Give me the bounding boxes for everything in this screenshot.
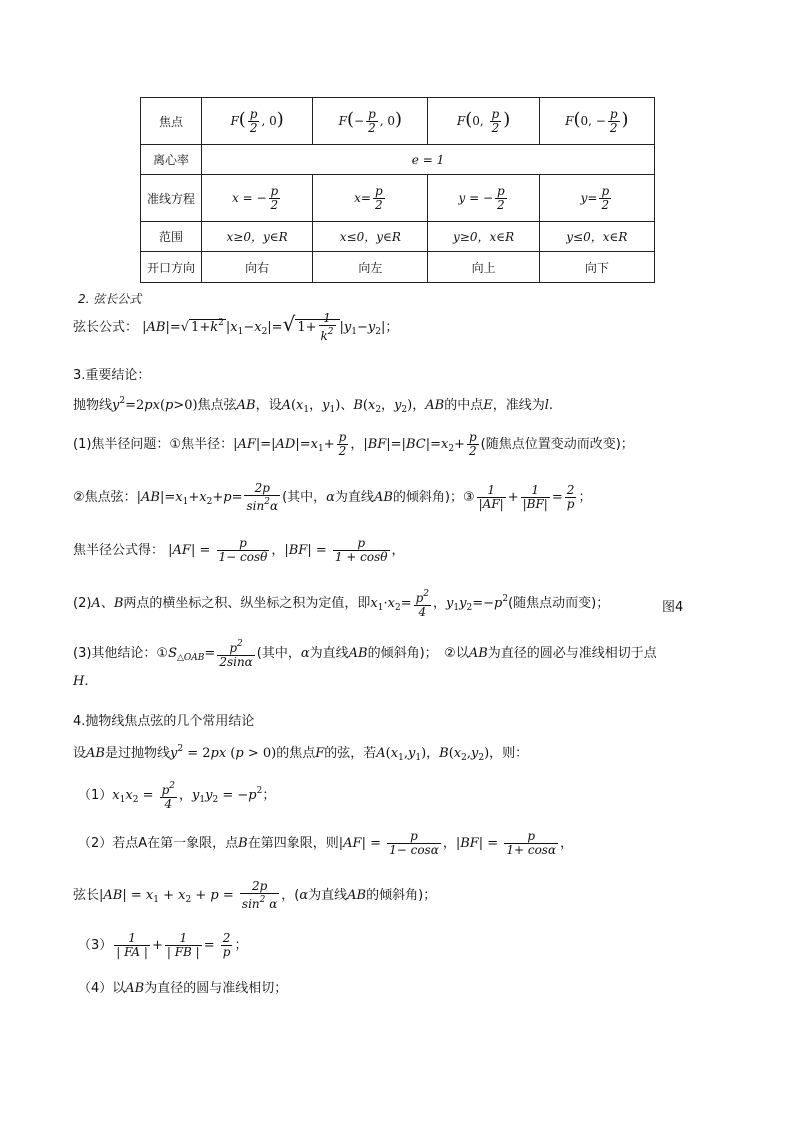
directrix-cell-up: y = − $\frac{p}{2}$	[428, 175, 539, 222]
product-item: (2)A、B两点的横坐标之积、纵坐标之积为定值，即$x_1\cdot x_2=$ $\frac{p^2}{4}$ ，$y_1y_2=-p^2$(随焦点动而变)；	[73, 589, 610, 619]
directrix-cell-left: x= $\frac{p}{2}$	[313, 175, 428, 222]
row-label-directrix: 准线方程	[141, 175, 202, 222]
section-3-heading: 3.重要结论：	[73, 368, 151, 383]
conclusion-4: （4）以AB为直径的圆与准线相切；	[78, 981, 288, 996]
parabola-properties-table	[140, 97, 655, 283]
table-row-eccentricity	[141, 145, 655, 175]
opening-cell-left: 向左	[313, 252, 428, 283]
focal-radius-item: (1)焦半径问题：①焦半径：$|AF|=|AD|=x_1+$ $\frac{p}{2}$ ，$|BF|=|BC|=x_2+$ $\frac{p}{2}$ (随焦点位置变动而改变)；	[73, 430, 634, 458]
focal-radius-label: 焦半径公式得：	[73, 543, 165, 558]
focal-chord-item: ②焦点弦：$|AB|=x_1+x_2+p=$ $\frac{2p}{\sin^2\alpha}$ (其中，α为直线AB的倾斜角)；③ $\frac{1}{|AF|}$ + $\frac{1}{|BF|}$ = $\frac{2}{p}$ ；	[73, 481, 592, 513]
section-3-intro: 抛物线$y^2=2px(p>0)$焦点弦AB，设$A(x_1$，$y_1$)、$B(x_2$，$y_2$)，AB的中点E，准线为l.	[73, 396, 554, 415]
row-label-eccentricity: 离心率	[141, 145, 202, 175]
range-cell-up: y≥0，x∈R	[428, 222, 539, 252]
range-cell-right: x≥0，y∈R	[202, 222, 313, 252]
eccentricity-value: e = 1	[202, 145, 655, 175]
row-label-focus: 焦点	[141, 98, 202, 145]
focus-cell-up: F(0, $\frac{p}{2}$ )	[428, 98, 539, 145]
range-cell-down: y≤0，x∈R	[539, 222, 654, 252]
chord-formula-label: 弦长公式：	[73, 320, 139, 335]
conclusion-1: $(1)x_1x_2$ = $\frac{p^2}{4}$ ，$y_1y_2 = -p^2$；	[78, 781, 276, 811]
table-row-range	[141, 222, 655, 252]
opening-cell-right: 向右	[202, 252, 313, 283]
chord-length-conclusion: 弦长$|AB| = x_1 + x_2 + p$ = $\frac{2p}{\sin^2 \alpha}$ ，(α为直线AB的倾斜角)；	[73, 879, 437, 911]
table-row-directrix	[141, 175, 655, 222]
focus-cell-left: F(− $\frac{p}{2}$ , 0)	[313, 98, 428, 145]
focal-radius-formula: 焦半径公式得： |AF| = $\frac{p}{1- \cos\theta}$ ，|BF| = $\frac{p}{1 + \cos\theta}$ ，	[73, 536, 405, 564]
conclusion-2: （2）若点A在第一象限，点B在第四象限，则|AF| = $\frac{p}{1- \cos\alpha}$ ，|BF| = $\frac{p}{1+ \cos\alpha}$ ，	[78, 829, 574, 857]
figure-label: 图4	[662, 600, 684, 615]
section-4-heading: 4.抛物线焦点弦的几个常用结论	[73, 714, 255, 729]
section-4-intro: 设AB是过抛物线$y^2 = 2px$ (p > 0)的焦点F的弦，若$A(x_1,y_1)$，$B(x_2,y_2)$，则：	[73, 744, 529, 763]
directrix-cell-right: x = − $\frac{p}{2}$	[202, 175, 313, 222]
directrix-cell-down: y= $\frac{p}{2}$	[539, 175, 654, 222]
point-h: H.	[73, 674, 89, 689]
other-conclusions-item: (3)其他结论：$①S_{\triangle OAB}=$ $\frac{p^2}{2\sin\alpha}$ (其中，α为直线AB的倾斜角)； ②以AB为直径的圆必与准线相切于点	[73, 639, 657, 669]
row-label-opening: 开口方向	[141, 252, 202, 283]
opening-cell-down: 向下	[539, 252, 654, 283]
range-cell-left: x≤0，y∈R	[313, 222, 428, 252]
focus-cell-down: F(0, − $\frac{p}{2}$ )	[539, 98, 654, 145]
focus-cell-right: F( $\frac{p}{2}$ , 0)	[202, 98, 313, 145]
table-row-focus	[141, 98, 655, 145]
section-2-heading: 2. 弦长公式	[78, 292, 142, 306]
row-label-range: 范围	[141, 222, 202, 252]
conclusion-3: （3） $\frac{1}{| FA |}$ + $\frac{1}{| FB |}$ = $\frac{2}{p}$ ；	[78, 931, 248, 959]
table-row-opening	[141, 252, 655, 283]
chord-length-formula: 弦长公式： |AB|=√ $1+k^2$ $|x_1-x_2|=√$ 1+ $\frac{1}{k^2}$ $|y_1-y_2|$；	[73, 311, 399, 343]
opening-cell-up: 向上	[428, 252, 539, 283]
